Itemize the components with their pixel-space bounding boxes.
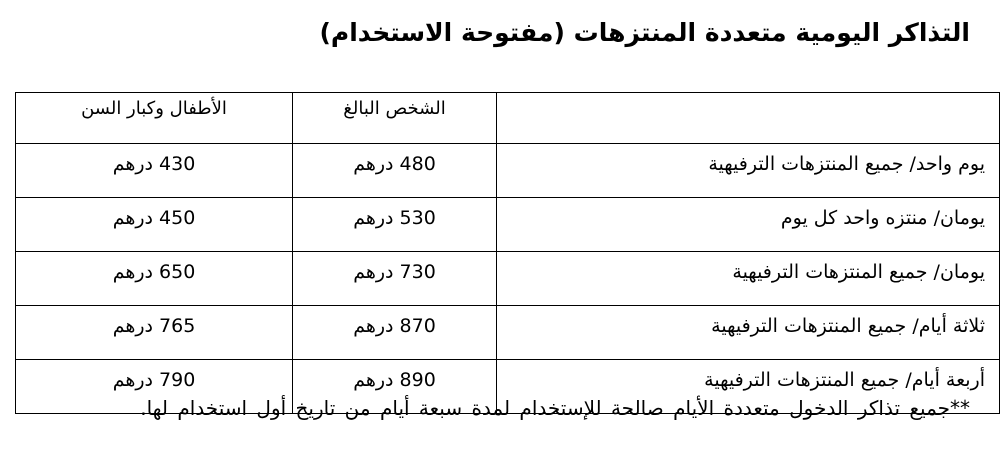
ticket-description: يومان/ منتزه واحد كل يوم — [497, 198, 1000, 252]
child-senior-price: 790 درهم — [16, 360, 293, 414]
ticket-description: يوم واحد/ جميع المنتزهات الترفيهية — [497, 144, 1000, 198]
child-senior-price: 650 درهم — [16, 252, 293, 306]
ticket-description: أربعة أيام/ جميع المنتزهات الترفيهية — [497, 360, 1000, 414]
child-senior-price: 430 درهم — [16, 144, 293, 198]
table-row — [16, 198, 1000, 252]
child-senior-price: 765 درهم — [16, 306, 293, 360]
table-row — [16, 306, 1000, 360]
header-adult: الشخص البالغ — [293, 93, 497, 144]
validity-footnote: **جميع تذاكر الدخول متعددة الأيام صالحة للإستخدام لمدة سبعة أيام من تاريخ أول استخدام لها. — [140, 396, 970, 420]
adult-price: 530 درهم — [293, 198, 497, 252]
table-header-row — [16, 93, 1000, 144]
ticket-price-table — [15, 92, 1000, 414]
adult-price: 730 درهم — [293, 252, 497, 306]
adult-price: 890 درهم — [293, 360, 497, 414]
adult-price: 870 درهم — [293, 306, 497, 360]
header-description — [497, 93, 1000, 144]
table-row — [16, 144, 1000, 198]
child-senior-price: 450 درهم — [16, 198, 293, 252]
adult-price: 480 درهم — [293, 144, 497, 198]
ticket-description: يومان/ جميع المنتزهات الترفيهية — [497, 252, 1000, 306]
ticket-description: ثلاثة أيام/ جميع المنتزهات الترفيهية — [497, 306, 1000, 360]
table-row — [16, 252, 1000, 306]
page-title: التذاكر اليومية متعددة المنتزهات (مفتوحة الاستخدام) — [319, 18, 970, 47]
header-child-senior: الأطفال وكبار السن — [16, 93, 293, 144]
